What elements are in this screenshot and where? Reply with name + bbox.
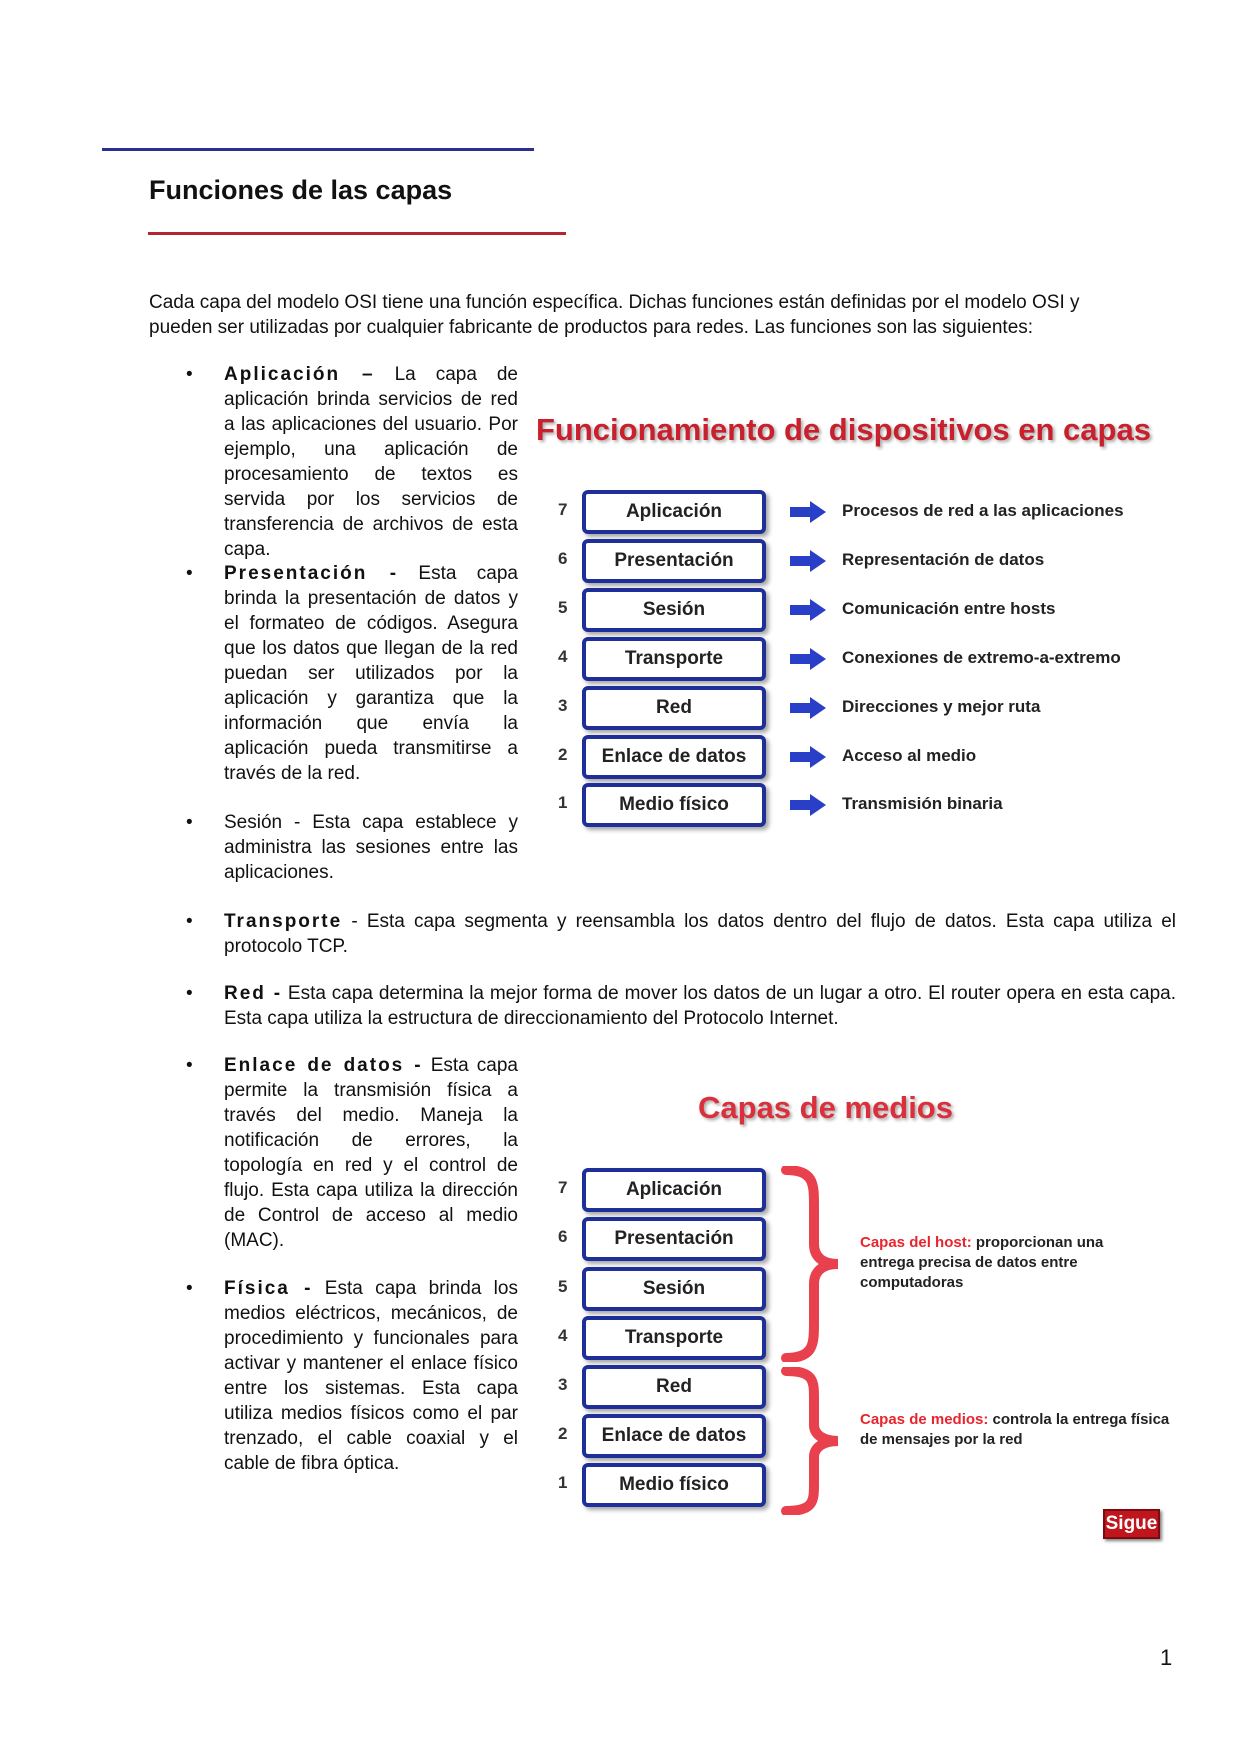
layer-number: 2 — [558, 1424, 568, 1443]
layer-number: 2 — [558, 745, 568, 764]
layer-function: Transmisión binaria — [842, 794, 1003, 813]
bullet-text: Esta capa determina la mejor forma de mover los datos de un lugar a otro. El router opera en esta capa. Esta capa utiliza la estructura de direccionamiento del Protocolo Internet. — [224, 983, 1176, 1029]
layer-box: Red — [582, 686, 766, 730]
bullet-term: Física - — [224, 1278, 313, 1299]
arrow-right-icon — [790, 746, 826, 768]
layer-number: 7 — [558, 1178, 568, 1197]
layer-function: Comunicación entre hosts — [842, 599, 1056, 618]
intro-paragraph: Cada capa del modelo OSI tiene una función específica. Dichas funciones están definidas por el modelo OSI y pueden ser utilizadas por cualquier fabricante de productos para redes. Las funciones son las siguientes: — [149, 292, 1080, 338]
host-layers-text: proporcionan una entrega precisa de datos entre computadoras — [860, 1234, 1104, 1291]
diagram2-layer-6 — [558, 1217, 798, 1261]
diagram2-layer-7 — [558, 1168, 798, 1212]
host-brace-icon — [780, 1166, 844, 1362]
bullet-text: La capa de aplicación brinda servicios de red a las aplicaciones del usuario. Por ejemplo, una aplicación de procesamiento de textos es servida por los servicios de transferencia de archivos de esta capa. — [224, 364, 519, 560]
layer-function: Representación de datos — [842, 550, 1045, 569]
media-layers-label: Capas de medios: — [860, 1411, 989, 1428]
layer-box: Aplicación — [582, 490, 766, 534]
layer-number: 5 — [558, 1277, 568, 1296]
media-layers-description — [860, 1410, 1170, 1450]
media-brace-icon — [780, 1367, 844, 1515]
layer-number: 6 — [558, 1227, 568, 1246]
layer-box: Medio físico — [582, 783, 766, 827]
arrow-right-icon — [790, 697, 826, 719]
layer-number: 4 — [558, 1326, 568, 1345]
bullet-sesion: • Sesión - Esta capa establece y administra las sesiones entre las aplicaciones. — [186, 812, 518, 883]
layer-number: 1 — [558, 1473, 568, 1492]
bullet-term: Transporte — [224, 911, 343, 932]
bullet-text: Sesión - Esta capa establece y administra las sesiones entre las aplicaciones. — [224, 812, 518, 883]
layer-box: Sesión — [582, 588, 766, 632]
layer-box: Sesión — [582, 1267, 766, 1311]
diagram1-layer-1 — [558, 783, 1178, 827]
host-layers-description — [860, 1233, 1150, 1293]
layer-number: 3 — [558, 696, 568, 715]
layer-number: 6 — [558, 549, 568, 568]
diagram1-layer-2 — [558, 735, 1178, 779]
arrow-right-icon — [790, 794, 826, 816]
bullet-text: Esta capa brinda los medios eléctricos, mecánicos, de procedimiento y funcionales para activar y mantener el enlace físico entre los sistemas. Esta capa utiliza medios físicos como el par trenzado, el cable coaxial y el cable de fibra óptica. — [224, 1278, 518, 1474]
bullet-term: Presentación - — [224, 563, 399, 584]
layer-box: Enlace de datos — [582, 1414, 766, 1458]
bullet-term: Red - — [224, 983, 283, 1004]
bullet-aplicacion: • Aplicación – La capa de aplicación brinda servicios de red a las aplicaciones del usuario. Por ejemplo, una aplicación de procesamiento de textos es servida por los servicios de transferencia de archivos de esta capa. — [186, 364, 519, 560]
diagram1-layer-3 — [558, 686, 1178, 730]
bottom-red-rule — [148, 232, 566, 235]
layer-function: Acceso al medio — [842, 746, 977, 765]
arrow-right-icon — [790, 550, 826, 572]
layer-function: Procesos de red a las aplicaciones — [842, 501, 1124, 520]
top-blue-rule — [102, 148, 534, 151]
page-title: Funciones de las capas — [149, 175, 453, 205]
diagram2-layer-2 — [558, 1414, 798, 1458]
layer-box: Aplicación — [582, 1168, 766, 1212]
arrow-right-icon — [790, 599, 826, 621]
layer-number: 7 — [558, 500, 568, 519]
layer-number: 3 — [558, 1375, 568, 1394]
diagram2-layer-1 — [558, 1463, 798, 1507]
sigue-button[interactable]: Sigue — [1103, 1509, 1160, 1539]
arrow-right-icon — [790, 648, 826, 670]
layer-function: Conexiones de extremo-a-extremo — [842, 648, 1121, 667]
diagram2-layer-4 — [558, 1316, 798, 1360]
diagram2-layer-5 — [558, 1267, 798, 1311]
layer-box: Red — [582, 1365, 766, 1409]
layer-box: Presentación — [582, 1217, 766, 1261]
layer-box: Transporte — [582, 637, 766, 681]
layer-number: 5 — [558, 598, 568, 617]
layer-box: Presentación — [582, 539, 766, 583]
bullet-presentacion: • Presentación - Esta capa brinda la presentación de datos y el formateo de códigos. Asegura que los datos que llegan de la red puedan ser utilizados por la aplicación y garantiza que la información que envía la aplicación pueda transmitirse a través de la red. — [186, 563, 518, 784]
diagram2-layer-3 — [558, 1365, 798, 1409]
arrow-right-icon — [790, 501, 826, 523]
bullet-fisica: • Física - Esta capa brinda los medios eléctricos, mecánicos, de procedimiento y funcionales para activar y mantener el enlace físico entre los sistemas. Esta capa utiliza medios físicos como el par trenzado, el cable coaxial y el cable de fibra óptica. — [186, 1278, 518, 1474]
page-number: 1 — [1160, 1645, 1173, 1670]
layer-function: Direcciones y mejor ruta — [842, 697, 1041, 716]
bullet-text: Esta capa brinda la presentación de datos y el formateo de códigos. Asegura que los datos que llegan de la red puedan ser utilizados por la aplicación y garantiza que la información que envía la aplicación pueda transmitirse a través de la red. — [224, 563, 518, 784]
bullet-text: - Esta capa segmenta y reensambla los datos dentro del flujo de datos. Esta capa utiliza el protocolo TCP. — [224, 911, 1176, 957]
bullet-red: • Red - Esta capa determina la mejor forma de mover los datos de un lugar a otro. El router opera en esta capa. Esta capa utiliza la estructura de direccionamiento del Protocolo Internet. — [186, 983, 1176, 1029]
bullet-transporte: • Transporte - Esta capa segmenta y reensambla los datos dentro del flujo de datos. Esta capa utiliza el protocolo TCP. — [186, 911, 1176, 957]
diagram2-title: Capas de medios — [698, 1090, 953, 1125]
host-layers-label: Capas del host: — [860, 1234, 972, 1251]
layer-box: Medio físico — [582, 1463, 766, 1507]
layer-box: Enlace de datos — [582, 735, 766, 779]
bullet-enlace: • Enlace de datos - Esta capa permite la transmisión física a través del medio. Maneja la notificación de errores, la topología en red y el control de flujo. Esta capa utiliza la dirección de Control de acceso al medio (MAC). — [186, 1055, 518, 1251]
diagram1-layer-4 — [558, 637, 1178, 681]
bullet-term: Aplicación – — [224, 364, 375, 385]
diagram1-title: Funcionamiento de dispositivos en capas — [536, 412, 1151, 447]
bullet-text: Esta capa permite la transmisión física a través del medio. Maneja la notificación de errores, la topología en red y el control de flujo. Esta capa utiliza la dirección de Control de acceso al medio (MAC). — [224, 1055, 518, 1251]
diagram1-layer-5 — [558, 588, 1178, 632]
layer-box: Transporte — [582, 1316, 766, 1360]
layer-number: 4 — [558, 647, 568, 666]
diagram1-layer-7 — [558, 490, 1178, 534]
media-layers-text: controla la entrega física de mensajes por la red — [860, 1411, 1170, 1448]
diagram1-layer-6 — [558, 539, 1178, 583]
layer-number: 1 — [558, 793, 568, 812]
bullet-term: Enlace de datos - — [224, 1055, 423, 1076]
